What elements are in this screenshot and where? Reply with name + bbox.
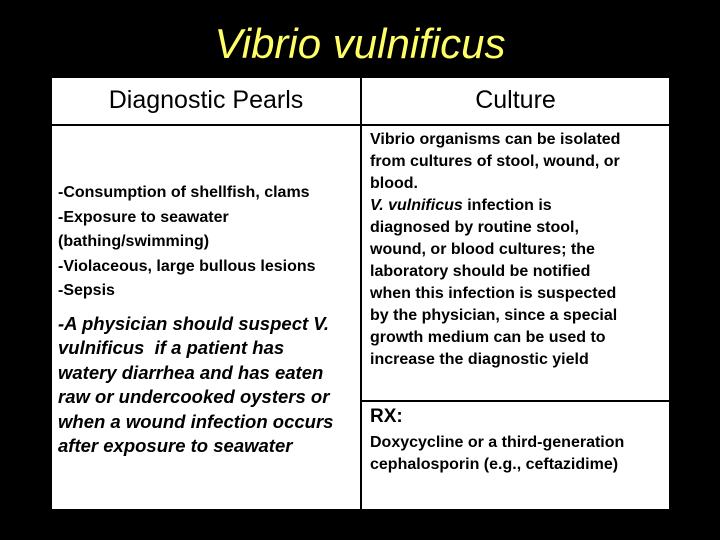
diagnostic-pearls-cell — [58, 181, 358, 459]
culture-line: growth medium can be used to — [370, 329, 606, 346]
culture-line — [370, 195, 665, 217]
rx-label: RX: — [370, 406, 403, 427]
physician-note-line: when a wound infection occurs — [58, 410, 334, 432]
physician-note-line: watery diarrhea and has eaten — [58, 361, 324, 383]
info-table — [52, 78, 669, 509]
culture-line: laboratory should be notified — [370, 263, 591, 280]
culture-cell — [370, 129, 665, 371]
pearl-item: (bathing/swimming) — [58, 233, 210, 250]
physician-note-line: after exposure to seawater — [58, 435, 293, 456]
physician-note-line: raw or undercooked oysters or — [58, 386, 330, 407]
rx-treatment — [370, 432, 666, 476]
header-diagnostic-pearls: Diagnostic Pearls — [108, 86, 304, 114]
rx-line: Doxycycline or a third-generation — [370, 434, 625, 451]
culture-line: Vibrio organisms can be isolated — [370, 131, 621, 148]
pearl-item: -Sepsis — [58, 282, 115, 299]
pearl-item: -Exposure to seawater — [58, 208, 229, 226]
column-divider — [360, 78, 362, 509]
organism-name: V. vulnificus — [370, 197, 463, 214]
physician-note-line: vulnificus if a patient has — [58, 337, 285, 358]
pearl-item: -Violaceous, large bullous lesions — [58, 257, 316, 275]
culture-line-rest: infection is — [462, 197, 552, 214]
header-culture: Culture — [475, 86, 556, 114]
physician-note-line: -A physician should suspect V. — [58, 312, 330, 334]
culture-line: when this infection is suspected — [370, 285, 617, 302]
culture-line: by the physician, since a special — [370, 307, 618, 324]
rx-line: cephalosporin (e.g., ceftazidime) — [370, 456, 619, 473]
rx-divider — [362, 400, 669, 402]
culture-line: blood. — [370, 175, 418, 192]
culture-line: from cultures of stool, wound, or — [370, 153, 620, 170]
pearl-item: -Consumption of shellfish, clams — [58, 184, 310, 201]
culture-line: increase the diagnostic yield — [370, 351, 589, 368]
culture-line: diagnosed by routine stool, — [370, 219, 579, 236]
slide-title: Vibrio vulnificus — [214, 20, 506, 67]
culture-line: wound, or blood cultures; the — [370, 241, 595, 258]
physician-note — [58, 312, 358, 459]
